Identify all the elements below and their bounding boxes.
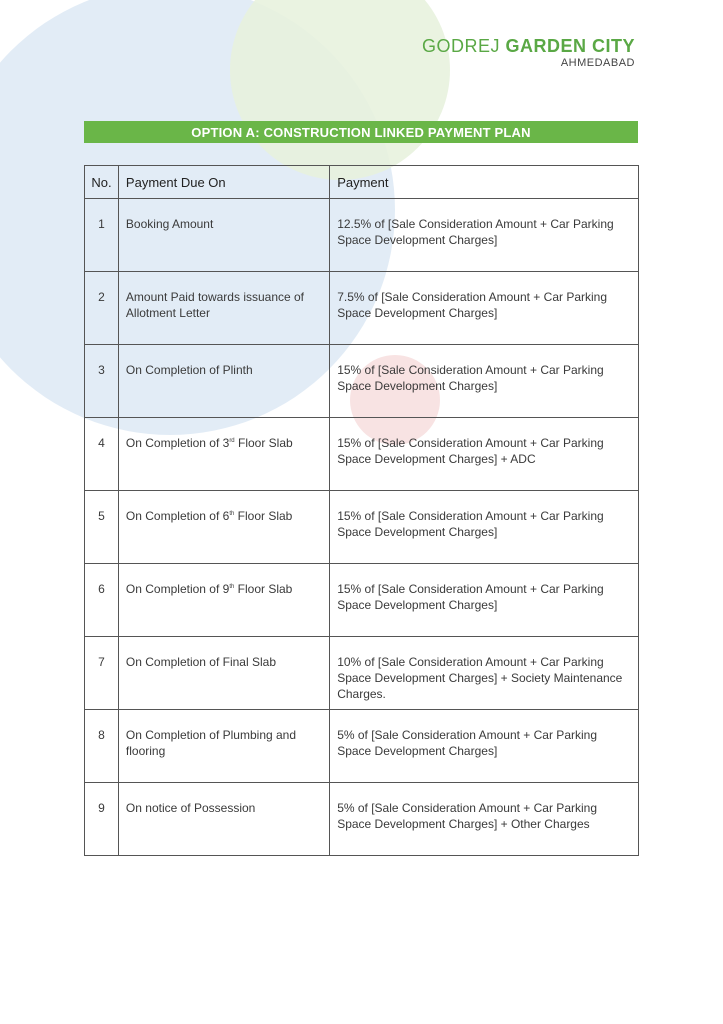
payment-due-on: Booking Amount <box>118 199 329 272</box>
table-row <box>85 783 639 856</box>
payment-amount: 5% of [Sale Consideration Amount + Car Parking Space Development Charges] + Other Charges <box>330 783 639 856</box>
payment-plan-table <box>84 165 639 856</box>
ordinal-suffix: th <box>229 511 235 517</box>
payment-amount: 15% of [Sale Consideration Amount + Car Parking Space Development Charges] + ADC <box>330 418 639 491</box>
row-number: 9 <box>85 783 119 856</box>
payment-due-on: On Completion of 9th Floor Slab <box>118 564 329 637</box>
payment-due-on: On Completion of 6th Floor Slab <box>118 491 329 564</box>
row-number: 2 <box>85 272 119 345</box>
column-header-no: No. <box>85 166 119 199</box>
payment-amount: 12.5% of [Sale Consideration Amount + Car Parking Space Development Charges] <box>330 199 639 272</box>
ordinal-suffix: rd <box>229 438 235 444</box>
ordinal-suffix: th <box>229 584 235 590</box>
payment-amount: 15% of [Sale Consideration Amount + Car Parking Space Development Charges] <box>330 491 639 564</box>
row-number: 1 <box>85 199 119 272</box>
payment-due-on: Amount Paid towards issuance of Allotment Letter <box>118 272 329 345</box>
row-number: 8 <box>85 710 119 783</box>
row-number: 3 <box>85 345 119 418</box>
payment-due-on: On notice of Possession <box>118 783 329 856</box>
payment-amount: 5% of [Sale Consideration Amount + Car Parking Space Development Charges] <box>330 710 639 783</box>
plan-title-banner: OPTION A: CONSTRUCTION LINKED PAYMENT PLAN <box>84 121 638 143</box>
brand-logo <box>422 36 635 69</box>
table-row <box>85 637 639 710</box>
payment-amount: 10% of [Sale Consideration Amount + Car Parking Space Development Charges] + Society Maintenance Charges. <box>330 637 639 710</box>
table-row <box>85 345 639 418</box>
table-header-row <box>85 166 639 199</box>
brand-name-bold: GARDEN CITY <box>505 36 635 56</box>
payment-due-on: On Completion of Plumbing and flooring <box>118 710 329 783</box>
brand-city: AHMEDABAD <box>560 57 635 69</box>
column-header-due: Payment Due On <box>118 166 329 199</box>
brand-name <box>422 36 635 56</box>
row-number: 4 <box>85 418 119 491</box>
table-row <box>85 564 639 637</box>
table-row <box>85 710 639 783</box>
table-row <box>85 418 639 491</box>
payment-due-on: On Completion of Plinth <box>118 345 329 418</box>
table-row <box>85 491 639 564</box>
payment-amount: 15% of [Sale Consideration Amount + Car Parking Space Development Charges] <box>330 345 639 418</box>
payment-amount: 15% of [Sale Consideration Amount + Car Parking Space Development Charges] <box>330 564 639 637</box>
row-number: 5 <box>85 491 119 564</box>
row-number: 7 <box>85 637 119 710</box>
row-number: 6 <box>85 564 119 637</box>
payment-amount: 7.5% of [Sale Consideration Amount + Car Parking Space Development Charges] <box>330 272 639 345</box>
table-row <box>85 199 639 272</box>
table-row <box>85 272 639 345</box>
column-header-payment: Payment <box>330 166 639 199</box>
payment-due-on: On Completion of 3rd Floor Slab <box>118 418 329 491</box>
brand-name-light: GODREJ <box>421 36 500 56</box>
payment-due-on: On Completion of Final Slab <box>118 637 329 710</box>
